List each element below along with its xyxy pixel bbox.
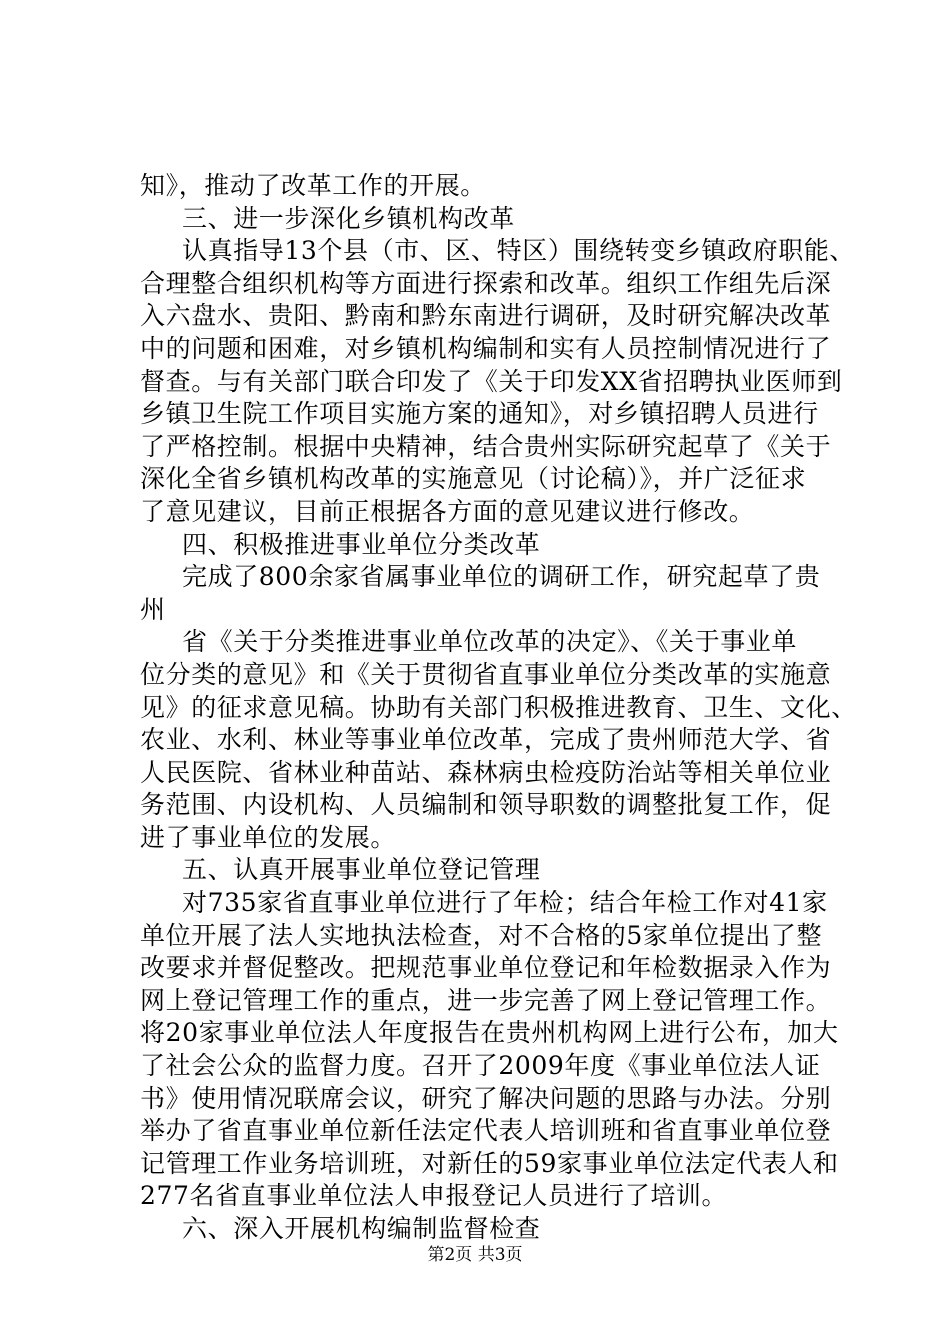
- paragraph-line: 举办了省直事业单位新任法定代表人培训班和省直事业单位登: [140, 1116, 832, 1146]
- document-body: [140, 170, 857, 1246]
- paragraph-line: 网上登记管理工作的重点，进一步完善了网上登记管理工作。: [140, 985, 832, 1015]
- paragraph-line: 乡镇卫生院工作项目实施方案的通知》，对乡镇招聘人员进行: [140, 399, 819, 429]
- paragraph-line: 合理整合组织机构等方面进行探索和改革。组织工作组先后深: [140, 268, 832, 298]
- paragraph-line: 单位开展了法人实地执法检查，对不合格的5家单位提出了整: [140, 920, 823, 950]
- paragraph-line: 277名省直事业单位法人申报登记人员进行了培训。: [140, 1181, 728, 1211]
- paragraph-first-line: 完成了800余家省属事业单位的调研工作，研究起草了贵: [182, 562, 821, 592]
- paragraph-first-line: 对735家省直事业单位进行了年检；结合年检工作对41家: [182, 888, 828, 918]
- paragraph-line: 入六盘水、贵阳、黔南和黔东南进行调研，及时研究解决改革: [140, 301, 832, 331]
- paragraph-line: 务范围、内设机构、人员编制和领导职数的调整批复工作，促: [140, 790, 832, 820]
- paragraph-line: 记管理工作业务培训班，对新任的59家事业单位法定代表人和: [140, 1148, 839, 1178]
- paragraph-line: 进了事业单位的发展。: [140, 822, 397, 852]
- paragraph-line: 深化全省乡镇机构改革的实施意见（讨论稿）》，并广泛征求: [140, 464, 807, 494]
- paragraph-line: 了社会公众的监督力度。召开了2009年度《事业单位法人证: [140, 1051, 821, 1081]
- paragraph-first-line: 三、进一步深化乡镇机构改革: [182, 203, 515, 233]
- paragraph-line: 改要求并督促整改。把规范事业单位登记和年检数据录入作为: [140, 953, 832, 983]
- paragraph-line: 中的问题和困难，对乡镇机构编制和实有人员控制情况进行了: [140, 333, 832, 363]
- paragraph-first-line: 五、认真开展事业单位登记管理: [182, 855, 541, 885]
- paragraph-line: 书》使用情况联席会议，研究了解决问题的思路与办法。分别: [140, 1083, 832, 1113]
- paragraph-line: 了意见建议，目前正根据各方面的意见建议进行修改。: [140, 496, 755, 526]
- paragraph-first-line: 四、积极推进事业单位分类改革: [182, 529, 541, 559]
- paragraph-line: 州: [140, 594, 166, 624]
- paragraph-line: 农业、水利、林业等事业单位改革，完成了贵州师范大学、省: [140, 725, 832, 755]
- paragraph-line: 了严格控制。根据中央精神，结合贵州实际研究起草了《关于: [140, 431, 832, 461]
- paragraph-line: 见》的征求意见稿。协助有关部门积极推进教育、卫生、文化、: [140, 692, 857, 722]
- paragraph-line: 将20家事业单位法人年度报告在贵州机构网上进行公布，加大: [140, 1018, 839, 1048]
- paragraph-first-line: 省《关于分类推进事业单位改革的决定》、《关于事业单: [182, 627, 798, 657]
- paragraph-first-line: 六、深入开展机构编制监督检查: [182, 1214, 541, 1243]
- paragraph-line: 位分类的意见》和《关于贯彻省直事业单位分类改革的实施意: [140, 659, 832, 689]
- paragraph-line: 督查。与有关部门联合印发了《关于印发XX省招聘执业医师到: [140, 366, 843, 396]
- paragraph-line: 知》，推动了改革工作的开展。: [140, 171, 486, 200]
- paragraph-first-line: 认真指导13个县（市、区、特区）围绕转变乡镇政府职能、: [182, 236, 856, 266]
- page-number-footer: 第2页 共3页: [427, 1245, 523, 1265]
- paragraph-line: 人民医院、省林业种苗站、森林病虫检疫防治站等相关单位业: [140, 757, 832, 787]
